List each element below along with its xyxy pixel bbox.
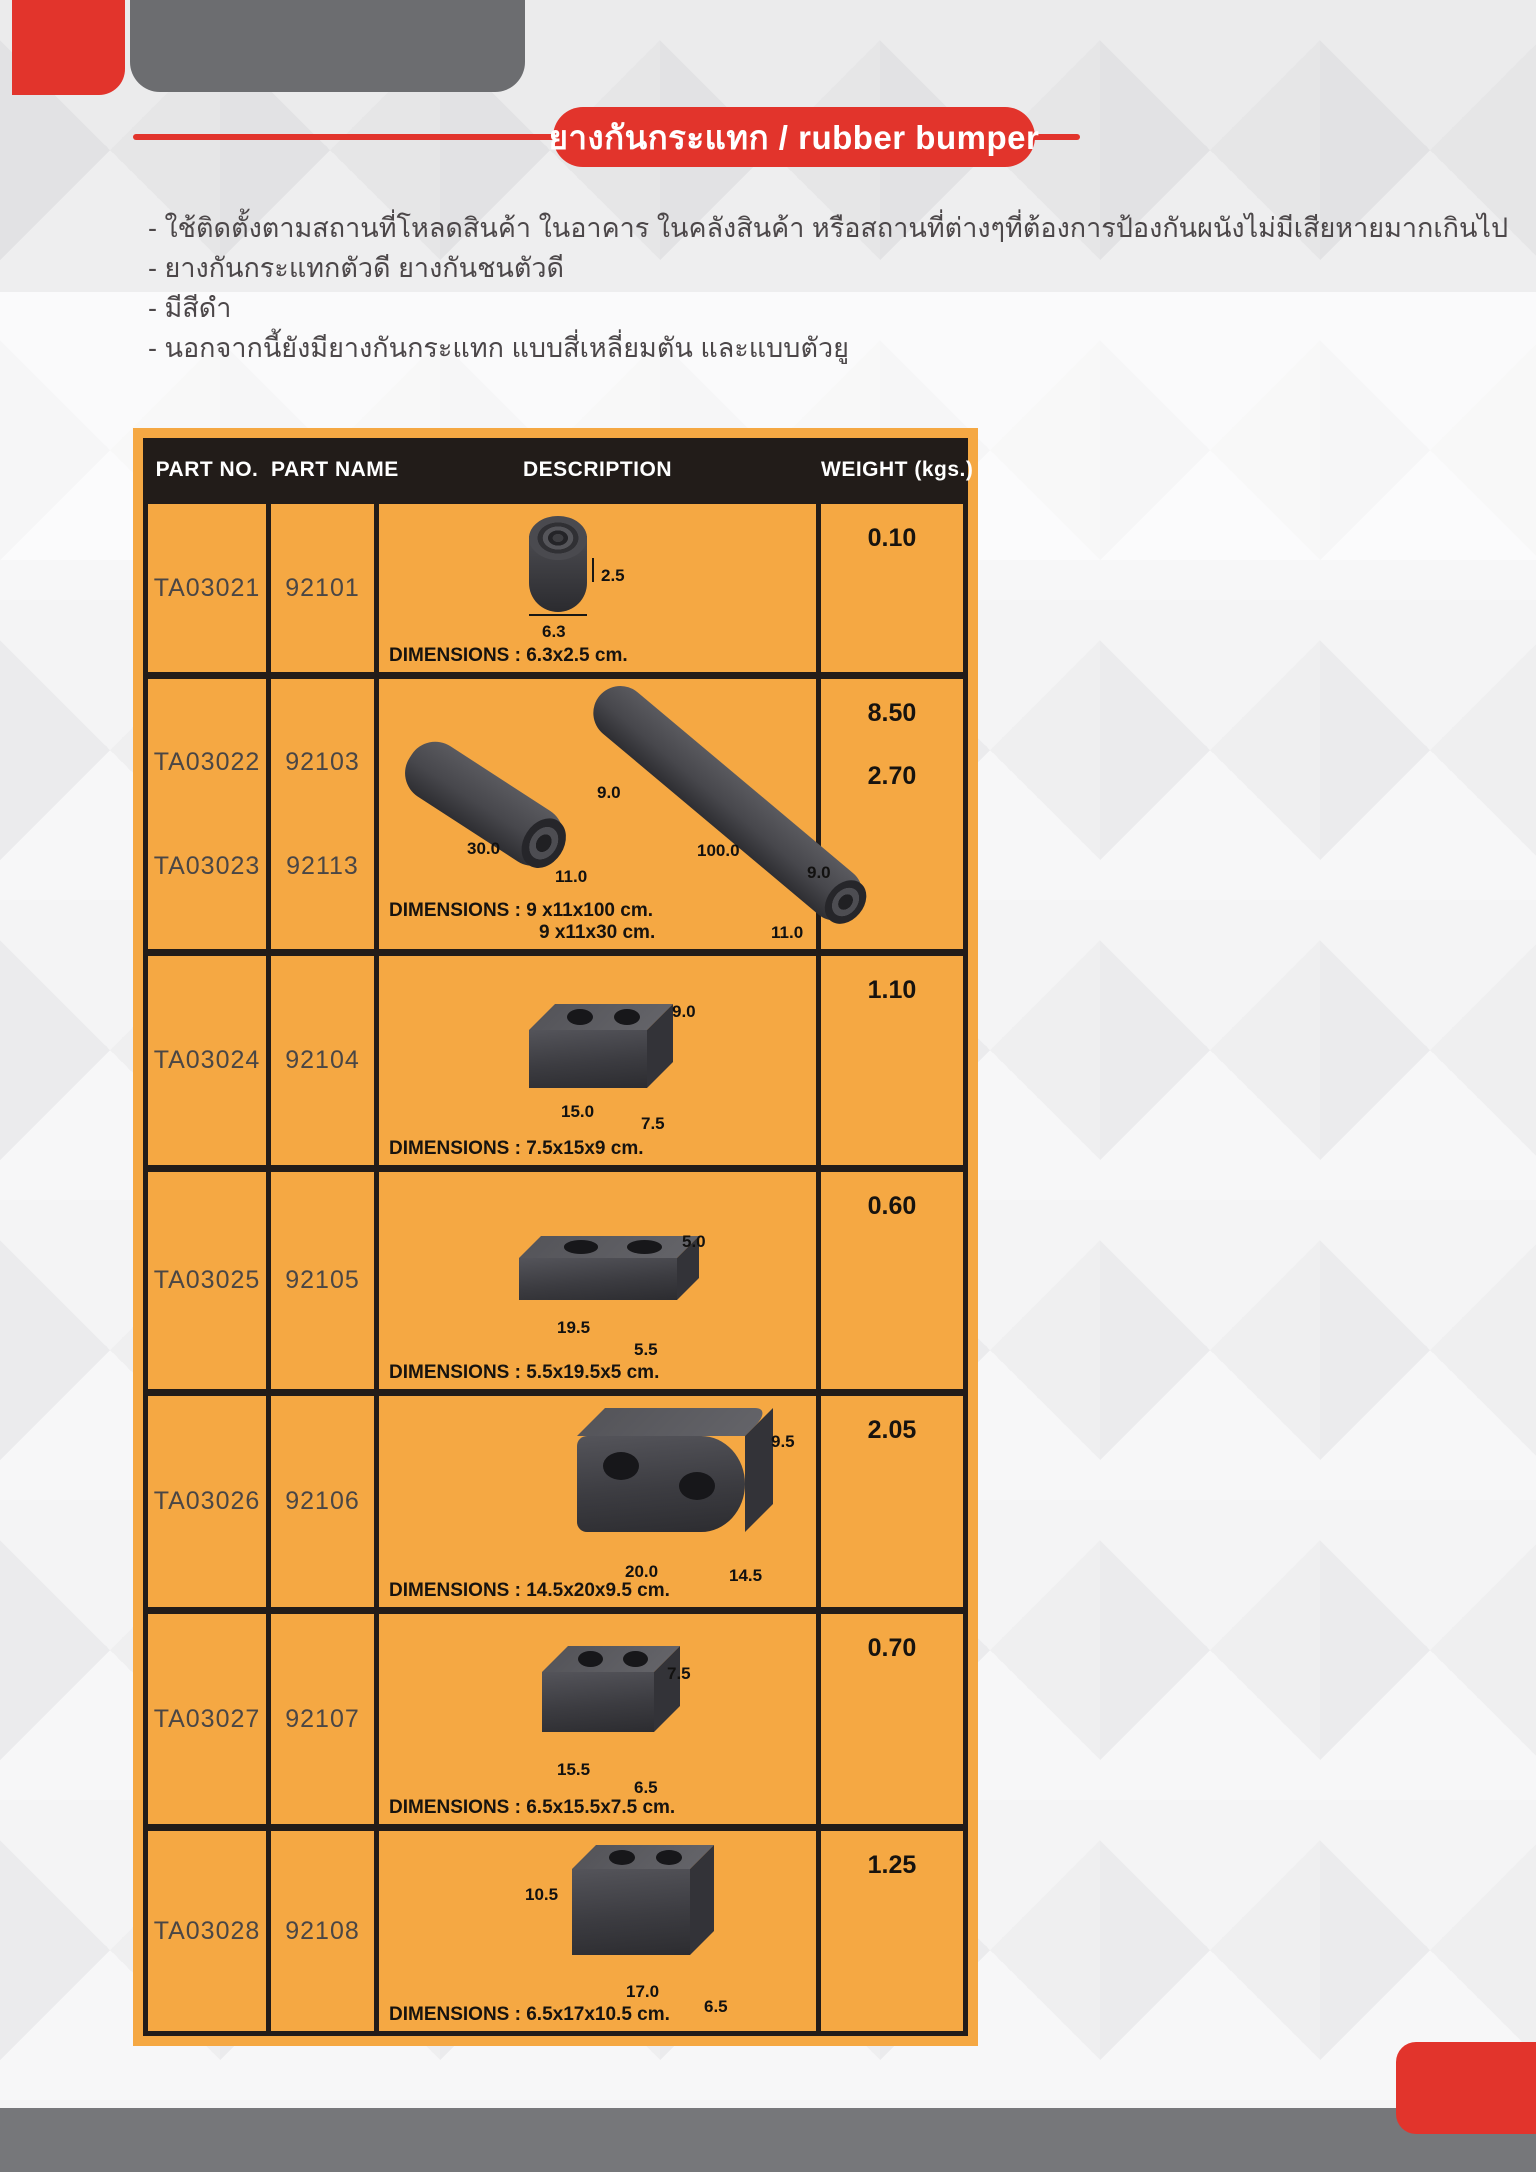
weight-cell — [821, 1831, 963, 2031]
dimensions-text — [389, 1362, 659, 1384]
dimension-label: 17.0 — [626, 1982, 660, 2001]
feature-item: - ยางกันกระแทกตัวดี ยางกันชนตัวดี — [148, 253, 565, 283]
dimension-label: 14.5 — [729, 1566, 763, 1585]
description-cell — [379, 504, 816, 672]
dimension-label: 9.0 — [807, 863, 831, 882]
table-row — [148, 504, 963, 672]
weight-cell — [821, 956, 963, 1165]
dimension-label: 7.5 — [667, 1664, 691, 1683]
product-table-inner — [143, 438, 974, 2036]
table-row — [148, 679, 963, 949]
bolt-hole — [623, 1651, 648, 1667]
part-name-cell — [271, 1614, 374, 1824]
table-row — [148, 1614, 963, 1824]
bottom-right-red-block — [1396, 2042, 1536, 2134]
part-no: TA03023 — [153, 851, 261, 880]
bolt-hole — [656, 1850, 682, 1865]
bolt-hole — [564, 1240, 599, 1254]
part-name-cell — [271, 1831, 374, 2031]
dimension-label: 100.0 — [697, 841, 740, 860]
bolt-hole — [609, 1850, 635, 1865]
measurement-line — [592, 558, 594, 582]
part-no-cell — [148, 1614, 266, 1824]
dimensions-line: DIMENSIONS : 6.3x2.5 cm. — [389, 645, 628, 666]
dimension-label: 5.0 — [682, 1232, 706, 1251]
weight-value: 0.10 — [867, 524, 917, 552]
product-figure — [379, 956, 816, 1165]
section-title-pill — [548, 107, 1040, 167]
dimension-label: 6.5 — [634, 1778, 658, 1797]
weight-value: 1.10 — [867, 976, 917, 1004]
bolt-hole — [567, 1009, 593, 1025]
col-header-part-no: PART NO. — [155, 458, 259, 481]
part-name-cell — [271, 1396, 374, 1607]
block-top-face — [577, 1408, 773, 1436]
description-cell — [379, 1831, 816, 2031]
part-no: TA03026 — [153, 1487, 261, 1515]
dimension-label: 10.5 — [525, 1885, 559, 1904]
table-header-row — [148, 443, 974, 497]
table-row — [148, 956, 963, 1165]
col-header-weight: WEIGHT (kgs.) — [821, 458, 974, 481]
description-cell — [379, 956, 816, 1165]
dimensions-text — [389, 2004, 670, 2026]
part-name-cell — [271, 504, 374, 672]
part-no-cell — [148, 679, 266, 949]
dimensions-text — [389, 1580, 670, 1602]
product-figure — [379, 1831, 816, 2031]
part-no-cell — [148, 1172, 266, 1389]
dimension-label: 15.0 — [561, 1102, 595, 1121]
table-row — [148, 1172, 963, 1389]
part-name-cell — [271, 679, 374, 949]
weight-value: 0.70 — [867, 1634, 917, 1662]
dimension-label: 7.5 — [641, 1114, 665, 1133]
part-no: TA03028 — [153, 1916, 261, 1945]
weight-cell — [821, 504, 963, 672]
bolt-hole — [603, 1452, 639, 1480]
feature-item: - มีสีดำ — [148, 293, 232, 323]
bottom-gray-bar — [0, 2108, 1536, 2172]
dimensions-text — [389, 1138, 644, 1160]
block-top-face — [519, 1236, 699, 1258]
dimension-label: 5.5 — [634, 1340, 658, 1359]
part-name-cell — [271, 956, 374, 1165]
block-front-face — [572, 1869, 690, 1955]
block-front-face — [542, 1672, 654, 1732]
dimension-label: 19.5 — [557, 1318, 591, 1337]
dimensions-line: 9 x11x30 cm. — [539, 922, 656, 943]
bolt-hole — [627, 1240, 662, 1254]
weight-cell — [821, 1396, 963, 1607]
feature-item: - ใช้ติดตั้งตามสถานที่โหลดสินค้า ในอาคาร ในคลังสินค้า หรือสถานที่ต่างๆที่ต้องการป้องกันผนังไม่มีเสียหายมากเกินไป — [148, 213, 1509, 243]
dimensions-text — [389, 645, 628, 667]
dimension-label: 30.0 — [467, 839, 501, 858]
rubber-cylinder-top — [529, 516, 587, 560]
weight-value: 8.50 — [867, 699, 917, 727]
dimension-label: 2.5 — [601, 566, 625, 585]
table-body — [148, 504, 963, 2031]
dimensions-line: DIMENSIONS : 6.5x15.5x7.5 cm. — [389, 1797, 676, 1818]
part-no: TA03024 — [153, 1046, 261, 1074]
part-name: 92108 — [285, 1916, 360, 1945]
weight-cell — [821, 1172, 963, 1389]
feature-item: - นอกจากนี้ยังมียางกันกระแทก แบบสี่เหลี่ยมตัน และแบบตัวยู — [148, 333, 849, 363]
block-front-face — [577, 1436, 745, 1532]
dimensions-text — [389, 900, 655, 944]
dimension-label: 9.5 — [771, 1432, 795, 1451]
part-no: TA03027 — [153, 1704, 261, 1733]
top-left-red-block — [12, 0, 125, 95]
table-row — [148, 1831, 963, 2031]
table-row — [148, 1396, 963, 1607]
part-name: 92106 — [285, 1487, 360, 1515]
measurement-line — [529, 614, 587, 616]
weight-value: 1.25 — [867, 1851, 917, 1879]
top-left-gray-block — [130, 0, 525, 92]
dimensions-line: DIMENSIONS : 7.5x15x9 cm. — [389, 1138, 644, 1159]
description-cell — [379, 1396, 816, 1607]
page-title: ยางกันกระแทก / rubber bumper — [548, 118, 1040, 156]
col-header-part-name: PART NAME — [271, 458, 399, 481]
dimension-label: 9.0 — [597, 783, 621, 802]
dimension-label: 6.5 — [704, 1997, 728, 2016]
col-header-description: DESCRIPTION — [522, 458, 672, 481]
dimensions-line: DIMENSIONS : 5.5x19.5x5 cm. — [389, 1362, 660, 1383]
part-no: TA03021 — [153, 573, 261, 602]
part-name: 92103 — [285, 747, 360, 776]
dimensions-line: DIMENSIONS : 6.5x17x10.5 cm. — [389, 2004, 670, 2025]
part-no-cell — [148, 1831, 266, 2031]
part-name: 92113 — [286, 851, 359, 880]
part-name: 92105 — [285, 1266, 360, 1294]
dimensions-line: DIMENSIONS : 14.5x20x9.5 cm. — [389, 1580, 670, 1601]
feature-list — [148, 208, 1508, 368]
bolt-hole — [679, 1472, 715, 1500]
dimension-label: 20.0 — [625, 1562, 659, 1581]
weight-value: 0.60 — [867, 1192, 917, 1220]
part-no-cell — [148, 956, 266, 1165]
part-no: TA03025 — [153, 1266, 261, 1294]
part-name: 92107 — [285, 1704, 360, 1733]
dimension-label: 6.3 — [542, 622, 566, 641]
part-no: TA03022 — [153, 747, 261, 776]
description-cell — [379, 1614, 816, 1824]
part-no-cell — [148, 1396, 266, 1607]
part-no-cell — [148, 504, 266, 672]
dimension-label: 11.0 — [771, 923, 804, 942]
weight-cell — [821, 1614, 963, 1824]
product-figure — [379, 1614, 816, 1824]
dimension-label: 9.0 — [672, 1002, 696, 1021]
block-front-face — [529, 1030, 647, 1088]
dimensions-text — [389, 1797, 675, 1819]
description-cell — [379, 679, 831, 949]
product-table — [133, 428, 978, 2046]
dimension-label: 11.0 — [555, 867, 588, 886]
product-figure — [379, 1172, 816, 1389]
part-name-cell — [271, 1172, 374, 1389]
block-front-face — [519, 1258, 677, 1300]
description-cell — [379, 1172, 816, 1389]
weight-value: 2.70 — [867, 762, 917, 790]
dimensions-line: DIMENSIONS : 9 x11x100 cm. — [389, 900, 654, 921]
part-name: 92104 — [285, 1046, 360, 1074]
dimension-label: 15.5 — [557, 1760, 591, 1779]
weight-value: 2.05 — [867, 1416, 917, 1444]
part-name: 92101 — [285, 573, 360, 602]
product-figure — [379, 1396, 816, 1607]
